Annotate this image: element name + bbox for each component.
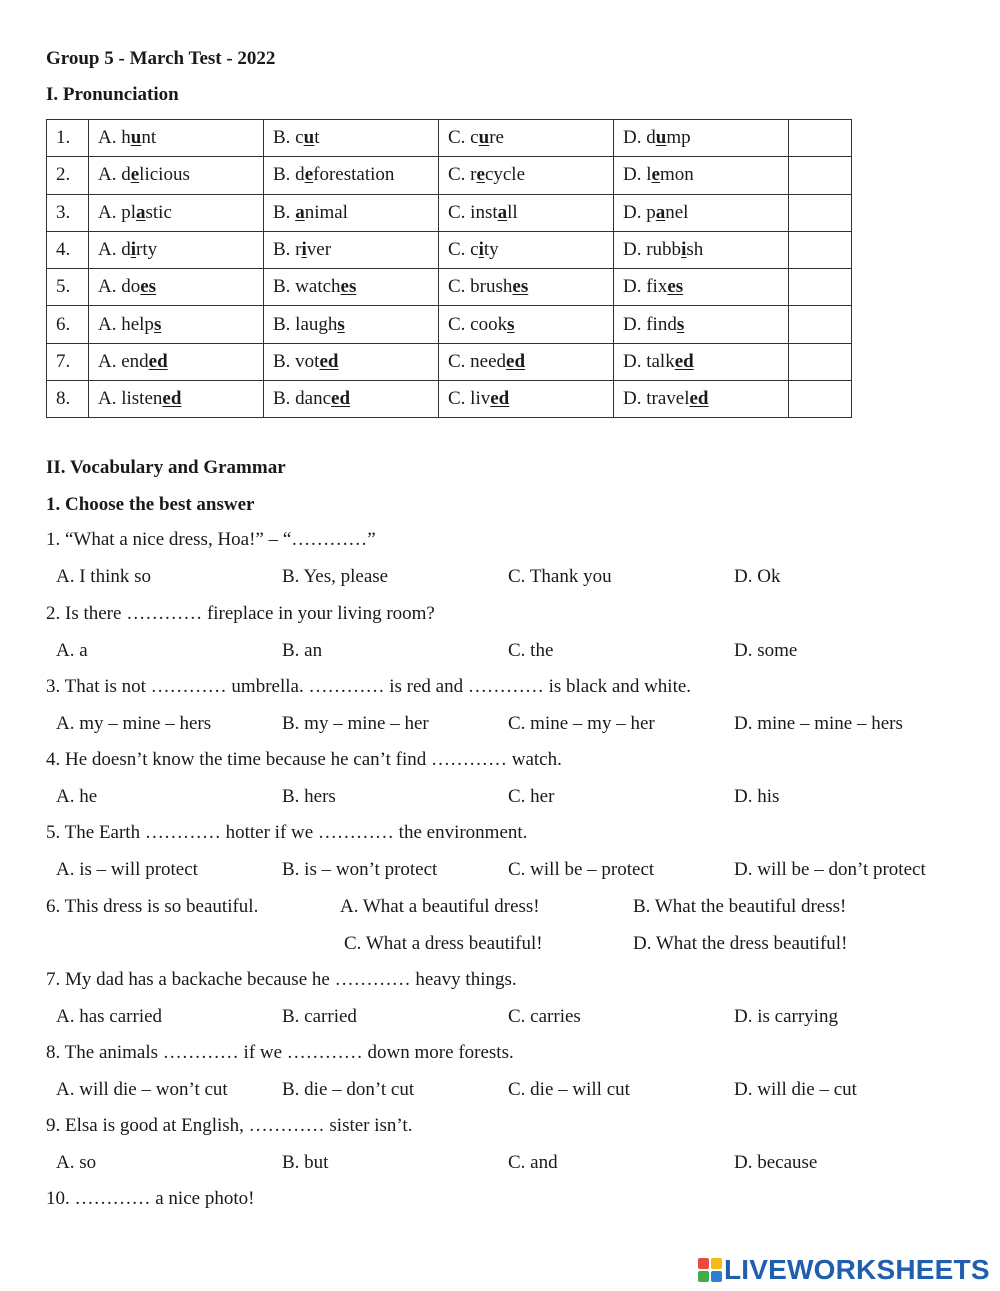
underlined-sound: es <box>340 276 357 298</box>
underlined-sound: u <box>303 127 315 149</box>
pronunciation-option: A. plastic <box>89 194 264 231</box>
underlined-sound: s <box>337 313 345 335</box>
answer-option[interactable]: D. Ok <box>734 566 781 587</box>
underlined-sound: s <box>676 313 685 335</box>
pronunciation-row <box>47 343 852 380</box>
question-text: 6. This dress is so beautiful. <box>46 896 259 917</box>
row-number: 7. <box>47 343 89 380</box>
row-number: 2. <box>47 157 89 194</box>
underlined-sound: es <box>512 276 529 298</box>
underlined-sound: s <box>507 313 515 335</box>
underlined-sound: es <box>667 276 684 298</box>
answer-option[interactable]: B. die – don’t cut <box>282 1079 415 1100</box>
answer-option[interactable]: C. her <box>508 786 555 807</box>
underlined-sound: es <box>140 276 157 298</box>
underlined-sound: u <box>478 127 490 149</box>
page-title: Group 5 - March Test - 2022 <box>46 48 276 69</box>
answer-option[interactable]: A. I think so <box>56 566 151 587</box>
answer-option[interactable]: D. because <box>734 1152 818 1173</box>
pronunciation-option: B. cut <box>264 120 439 157</box>
underlined-sound: ed <box>490 388 510 410</box>
answer-cell[interactable] <box>789 194 852 231</box>
answer-option[interactable]: B. hers <box>282 786 336 807</box>
question-text: 10. ………… a nice photo! <box>46 1188 255 1209</box>
answer-option[interactable]: B. an <box>282 640 323 661</box>
pronunciation-option: B. river <box>264 231 439 268</box>
pronunciation-row <box>47 157 852 194</box>
answer-option[interactable]: A. my – mine – hers <box>56 713 212 734</box>
row-number: 8. <box>47 381 89 418</box>
underlined-sound: a <box>655 201 666 223</box>
row-number: 5. <box>47 269 89 306</box>
answer-option[interactable]: D. will be – don’t protect <box>734 859 926 880</box>
answer-option[interactable]: D. What the dress beautiful! <box>633 933 848 954</box>
pronunciation-option: C. install <box>439 194 614 231</box>
pronunciation-option: D. traveled <box>614 381 789 418</box>
pronunciation-row <box>47 231 852 268</box>
pronunciation-option: C. lived <box>439 381 614 418</box>
answer-cell[interactable] <box>789 269 852 306</box>
answer-option[interactable]: A. has carried <box>56 1006 163 1027</box>
pronunciation-option: A. ended <box>89 343 264 380</box>
logo-mark-icon <box>698 1258 722 1282</box>
answer-option[interactable]: C. the <box>508 640 554 661</box>
answer-option[interactable]: B. Yes, please <box>282 566 389 587</box>
answer-option[interactable]: D. his <box>734 786 780 807</box>
answer-option[interactable]: C. carries <box>508 1006 581 1027</box>
question-text: 4. He doesn’t know the time because he can’t find ………… watch. <box>46 749 562 770</box>
row-number: 4. <box>47 231 89 268</box>
underlined-sound: ed <box>506 350 526 372</box>
question-text: 7. My dad has a backache because he ………… heavy things. <box>46 969 517 990</box>
answer-option[interactable]: D. some <box>734 640 798 661</box>
pronunciation-option: D. dump <box>614 120 789 157</box>
answer-option[interactable]: B. but <box>282 1152 329 1173</box>
answer-option[interactable]: A. so <box>56 1152 97 1173</box>
answer-option[interactable]: C. mine – my – her <box>508 713 655 734</box>
underlined-sound: ed <box>148 350 168 372</box>
pronunciation-option: B. laughs <box>264 306 439 343</box>
underlined-sound: ed <box>162 388 182 410</box>
section-heading-pronunciation: I. Pronunciation <box>46 84 179 105</box>
pronunciation-option: A. delicious <box>89 157 264 194</box>
section-heading-vocabulary: II. Vocabulary and Grammar <box>46 457 286 478</box>
question-text: 3. That is not ………… umbrella. ………… is red and ………… is black and white. <box>46 676 692 697</box>
pronunciation-row <box>47 120 852 157</box>
pronunciation-option: C. cure <box>439 120 614 157</box>
pronunciation-row <box>47 306 852 343</box>
answer-option[interactable]: C. die – will cut <box>508 1079 630 1100</box>
answer-option[interactable]: D. is carrying <box>734 1006 838 1027</box>
question-text: 5. The Earth ………… hotter if we ………… the environment. <box>46 822 528 843</box>
pronunciation-option: D. finds <box>614 306 789 343</box>
pronunciation-table <box>46 119 852 418</box>
subsection-heading-choose: 1. Choose the best answer <box>46 494 255 515</box>
answer-option[interactable]: C. What a dress beautiful! <box>344 933 543 954</box>
underlined-sound: ed <box>319 350 339 372</box>
answer-option[interactable]: D. mine – mine – hers <box>734 713 903 734</box>
pronunciation-option: C. cooks <box>439 306 614 343</box>
logo-text: LIVEWORKSHEETS <box>724 1254 990 1285</box>
underlined-sound: s <box>153 313 162 335</box>
pronunciation-option: A. listened <box>89 381 264 418</box>
answer-option[interactable]: B. carried <box>282 1006 357 1027</box>
pronunciation-option: A. helps <box>89 306 264 343</box>
pronunciation-option: D. fixes <box>614 269 789 306</box>
underlined-sound: e <box>651 164 660 186</box>
pronunciation-option: C. city <box>439 231 614 268</box>
pronunciation-option: B. animal <box>264 194 439 231</box>
answer-option[interactable]: A. is – will protect <box>56 859 198 880</box>
pronunciation-option: A. dirty <box>89 231 264 268</box>
underlined-sound: ed <box>689 388 709 410</box>
underlined-sound: i <box>681 239 687 261</box>
underlined-sound: i <box>301 239 307 261</box>
underlined-sound: a <box>497 201 508 223</box>
answer-option[interactable]: C. and <box>508 1152 558 1173</box>
liveworksheets-logo <box>698 1254 990 1286</box>
pronunciation-row <box>47 381 852 418</box>
question-text: 2. Is there ………… fireplace in your living room? <box>46 603 435 624</box>
pronunciation-option: D. talked <box>614 343 789 380</box>
pronunciation-option: D. rubbish <box>614 231 789 268</box>
answer-option[interactable]: A. will die – won’t cut <box>56 1079 228 1100</box>
answer-cell[interactable] <box>789 343 852 380</box>
answer-cell[interactable] <box>789 381 852 418</box>
underlined-sound: ed <box>331 388 351 410</box>
pronunciation-row <box>47 269 852 306</box>
answer-option[interactable]: B. my – mine – her <box>282 713 429 734</box>
answer-cell[interactable] <box>789 231 852 268</box>
underlined-sound: i <box>478 239 484 261</box>
pronunciation-option: C. recycle <box>439 157 614 194</box>
pronunciation-row <box>47 194 852 231</box>
row-number: 1. <box>47 120 89 157</box>
pronunciation-option: B. danced <box>264 381 439 418</box>
question-text: 1. “What a nice dress, Hoa!” – “…………” <box>46 529 376 550</box>
pronunciation-option: C. brushes <box>439 269 614 306</box>
question-text: 9. Elsa is good at English, ………… sister isn’t. <box>46 1115 413 1136</box>
pronunciation-option: B. deforestation <box>264 157 439 194</box>
pronunciation-option: C. needed <box>439 343 614 380</box>
underlined-sound: u <box>655 127 667 149</box>
underlined-sound: e <box>304 164 314 186</box>
underlined-sound: u <box>130 127 142 149</box>
answer-cell[interactable] <box>789 120 852 157</box>
pronunciation-option: D. lemon <box>614 157 789 194</box>
answer-option[interactable]: A. a <box>56 640 88 661</box>
answer-cell[interactable] <box>789 306 852 343</box>
answer-option[interactable]: B. What the beautiful dress! <box>633 896 847 917</box>
answer-option[interactable]: C. Thank you <box>508 566 612 587</box>
underlined-sound: ed <box>674 350 694 372</box>
answer-option[interactable]: A. What a beautiful dress! <box>340 896 540 917</box>
pronunciation-option: B. voted <box>264 343 439 380</box>
underlined-sound: a <box>136 201 146 223</box>
pronunciation-option: B. watches <box>264 269 439 306</box>
underlined-sound: a <box>295 201 305 223</box>
underlined-sound: e <box>130 164 140 186</box>
pronunciation-option: A. does <box>89 269 264 306</box>
question-text: 8. The animals ………… if we ………… down more forests. <box>46 1042 514 1063</box>
pronunciation-option: A. hunt <box>89 120 264 157</box>
answer-cell[interactable] <box>789 157 852 194</box>
row-number: 6. <box>47 306 89 343</box>
answer-option[interactable]: A. he <box>56 786 98 807</box>
underlined-sound: e <box>476 164 485 186</box>
answer-option[interactable]: B. is – won’t protect <box>282 859 438 880</box>
pronunciation-option: D. panel <box>614 194 789 231</box>
answer-option[interactable]: D. will die – cut <box>734 1079 857 1100</box>
answer-option[interactable]: C. will be – protect <box>508 859 655 880</box>
row-number: 3. <box>47 194 89 231</box>
underlined-sound: i <box>130 239 137 261</box>
